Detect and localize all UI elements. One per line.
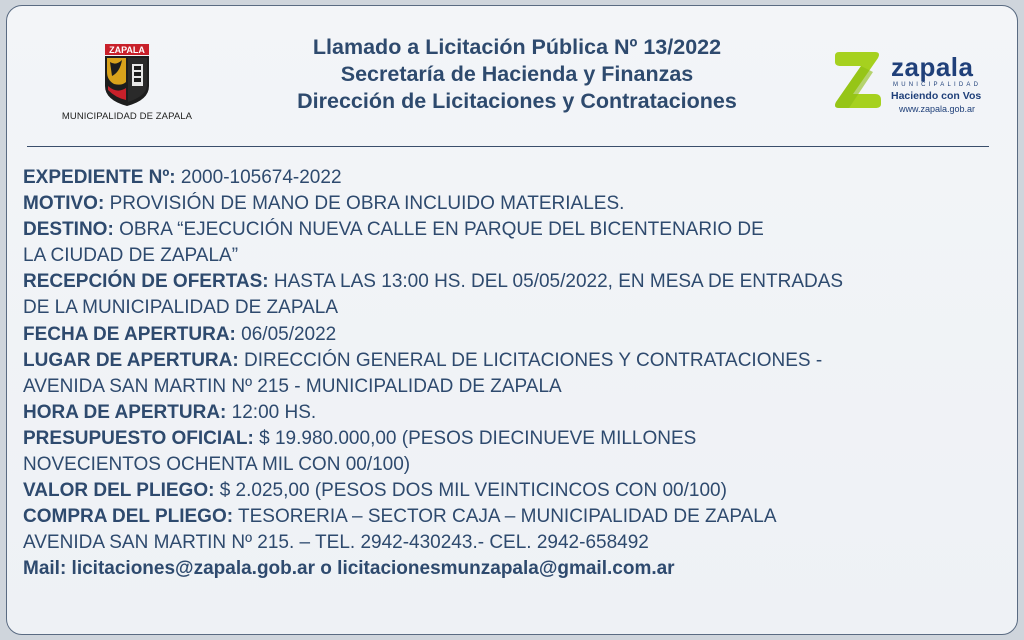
field-presupuesto [23, 426, 1013, 452]
coat-of-arms-icon [102, 42, 152, 108]
field-label: VALOR DEL PLIEGO: [23, 480, 215, 502]
field-presupuesto-cont: NOVECIENTOS OCHENTA MIL CON 00/100) [23, 454, 411, 476]
contact-mail[interactable]: Mail: licitaciones@zapala.gob.ar o licitacionesmunzapala@gmail.com.ar [23, 558, 675, 580]
field-compra-pliego [23, 504, 1013, 530]
field-value: OBRA “EJECUCIÓN NUEVA CALLE EN PARQUE DEL BICENTENARIO DE [119, 219, 764, 241]
field-label: EXPEDIENTE Nº: [23, 167, 176, 188]
field-recepcion-cont: DE LA MUNICIPALIDAD DE ZAPALA [23, 297, 338, 319]
field-label: HORA DE APERTURA: [23, 401, 227, 423]
header-divider [27, 146, 989, 147]
logo-url[interactable]: www.zapala.gob.ar [899, 104, 976, 114]
notice-title: Llamado a Licitación Pública Nº 13/2022 [312, 35, 722, 59]
field-lugar-apertura-cont: AVENIDA SAN MARTIN Nº 215 - MUNICIPALIDAD DE ZAPALA [23, 375, 562, 397]
logo-brand: zapala [891, 52, 974, 82]
field-value: $ 19.980.000,00 (PESOS DIECINUEVE MILLONES [259, 427, 697, 449]
field-fecha-apertura [23, 322, 1013, 348]
field-destino [23, 217, 1013, 243]
field-value: HASTA LAS 13:00 HS. DEL 05/05/2022, EN MESA DE ENTRADAS [273, 271, 844, 293]
notice-title-block [207, 34, 827, 115]
field-hora-apertura [23, 400, 1013, 426]
field-label: LUGAR DE APERTURA: [23, 349, 239, 371]
field-value: DIRECCIÓN GENERAL DE LICITACIONES Y CONTRATACIONES - [243, 349, 823, 371]
notice-details [23, 165, 1013, 583]
zapala-brand-logo [829, 50, 1009, 120]
field-value: 06/05/2022 [241, 323, 337, 345]
field-value: PROVISIÓN DE MANO DE OBRA INCLUIDO MATERIALES. [109, 193, 625, 215]
logo-sub: MUNICIPALIDAD [893, 82, 982, 88]
field-valor-pliego [23, 478, 1013, 504]
crest-label: ZAPALA [109, 45, 145, 55]
field-value: TESORERIA – SECTOR CAJA – MUNICIPALIDAD DE ZAPALA [238, 506, 777, 528]
field-recepcion [23, 269, 1013, 295]
field-value: $ 2.025,00 (PESOS DOS MIL VEINTICINCOS CON 00/100) [219, 480, 727, 502]
notice-subtitle-secretariat: Secretaría de Hacienda y Finanzas [340, 62, 694, 86]
notice-card [6, 5, 1018, 635]
field-label: FECHA DE APERTURA: [23, 323, 236, 345]
field-motivo [23, 191, 1013, 217]
field-compra-pliego-cont: AVENIDA SAN MARTIN Nº 215. – TEL. 2942-430243.- CEL. 2942-658492 [23, 532, 649, 554]
municipal-crest [47, 42, 207, 122]
field-label: COMPRA DEL PLIEGO: [23, 506, 234, 528]
field-label: DESTINO: [23, 219, 114, 241]
logo-tagline: Haciendo con Vos [891, 90, 982, 102]
field-value: 2000-105674-2022 [180, 167, 342, 188]
field-label: MOTIVO: [23, 193, 105, 215]
notice-subtitle-direction: Dirección de Licitaciones y Contrataciones [297, 89, 737, 113]
field-value: 12:00 HS. [231, 401, 317, 423]
zapala-z-icon [829, 50, 885, 110]
field-lugar-apertura [23, 348, 1013, 374]
field-label: PRESUPUESTO OFICIAL: [23, 427, 254, 449]
field-expediente [23, 165, 1013, 191]
field-label: RECEPCIÓN DE OFERTAS: [23, 271, 269, 293]
crest-caption: MUNICIPALIDAD DE ZAPALA [61, 111, 193, 122]
field-destino-cont: LA CIUDAD DE ZAPALA” [23, 245, 239, 267]
